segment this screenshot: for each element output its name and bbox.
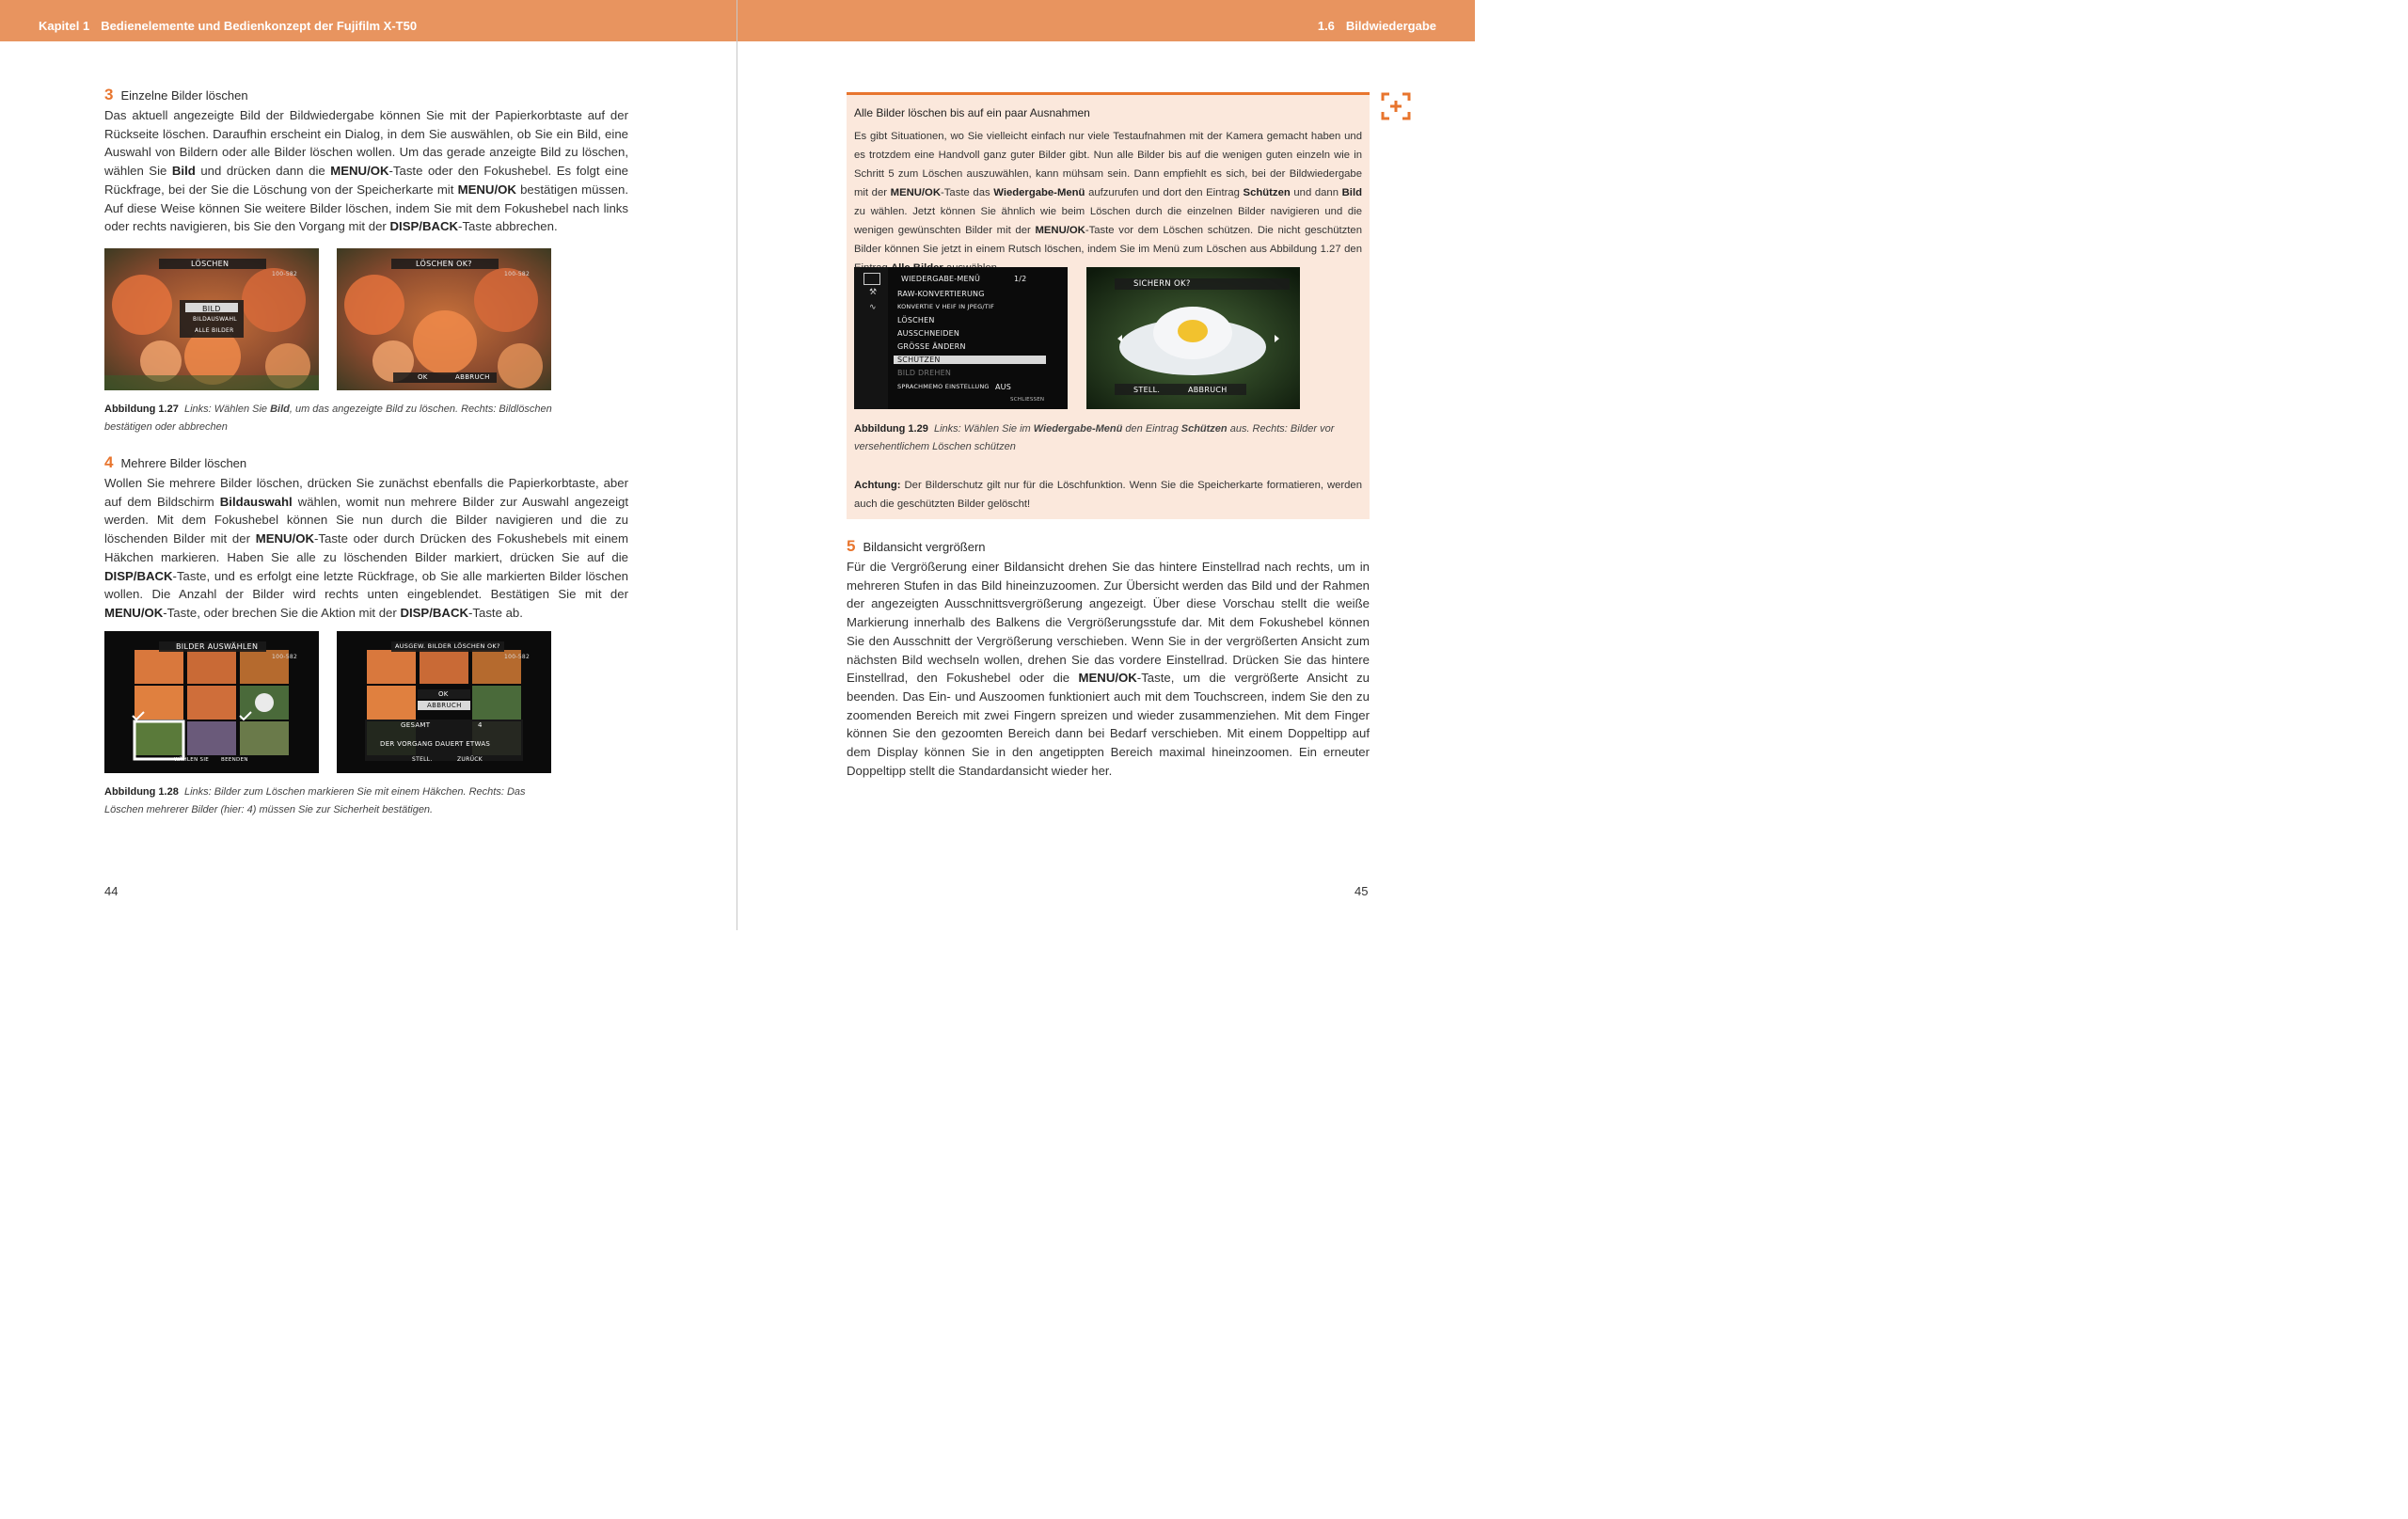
page-number: 44 — [104, 884, 119, 898]
step-number: 5 — [847, 537, 856, 555]
menu-title: WIEDERGABE-MENÜ — [901, 275, 980, 283]
wrench-icon: ⚒ — [869, 288, 878, 297]
book-spread — [0, 0, 1475, 930]
step-3-paragraph: Das aktuell angezeigte Bild der Bildwiedergabe können Sie mit der Papierkorbtaste auf der Rückseite löschen. Daraufhin erscheint ein Dialog, in dem Sie auswählen, ob Sie ein Bild, eine Auswahl von Bildern oder alle Bilder löschen wollen. Um das gerade anzeigte Bild zu löschen, wählen Sie Bild und drücken dann die MENU/OK-Taste oder den Fokushebel. Es folgt eine Rückfrage, bei der Sie die Löschung von der Speicherkarte mit MENU/OK bestätigen müssen. Auf diese Weise können Sie weitere Bilder löschen, indem Sie mit dem Fokushebel nach links oder rechts navigieren, bis Sie den Vorgang mit der DISP/BACK-Taste abbrechen. — [104, 108, 628, 234]
screen-counter: 100-582 — [272, 271, 298, 277]
ok-label: OK — [438, 690, 449, 698]
chapter-label: Kapitel 1 — [39, 19, 90, 33]
step-4-heading — [104, 453, 246, 472]
ok-label: OK — [418, 373, 428, 381]
step-number: 4 — [104, 453, 114, 471]
footer-back: ZURÜCK — [457, 756, 483, 763]
menu-option-alle-bilder: ALLE BILDER — [195, 327, 234, 334]
cancel-label: ABBRUCH — [455, 373, 490, 381]
warning-note: Achtung: Der Bilderschutz gilt nur für die Löschfunktion. Wenn Sie die Speicherkarte formatieren, werden auch die geschützten Bilder gelöscht! — [854, 480, 1362, 510]
figure-1-27-left-screenshot — [104, 248, 319, 390]
flowers-photo — [337, 248, 551, 390]
menu-option-bildauswahl: BILDAUSWAHL — [193, 316, 237, 323]
right-page — [737, 41, 1475, 930]
footer-set: STELL. — [412, 756, 433, 763]
figure-1-29-right-screenshot — [1086, 267, 1300, 409]
chapter-title: Bedienelemente und Bedienkonzept der Fujifilm X-T50 — [101, 19, 418, 33]
screen-counter: 100-582 — [272, 654, 298, 660]
progress-text: DER VORGANG DAUERT ETWAS — [380, 740, 491, 748]
menu-item-groesse-aendern: GRÖSSE ÄNDERN — [897, 342, 966, 351]
screen-title: AUSGEW. BILDER LÖSCHEN OK? — [395, 642, 500, 650]
screen-title: SICHERN OK? — [1133, 279, 1191, 289]
footer-select: WÄHLEN SIE — [174, 757, 210, 763]
step-title: Einzelne Bilder löschen — [120, 88, 248, 103]
info-box — [847, 92, 1370, 519]
figure-1-29-caption: Abbildung 1.29 Links: Wählen Sie im Wiedergabe-Menü den Eintrag Schützen aus. Rechts: Bilder vor versehentlichem Löschen schützen — [854, 423, 1335, 452]
screen-counter: 100-582 — [504, 654, 531, 660]
menu-item-sprachmemo: SPRACHMEMO EINSTELLUNG — [897, 383, 990, 390]
connection-icon: ∿ — [869, 303, 877, 312]
menu-item-bild-drehen: BILD DREHEN — [897, 369, 952, 377]
step-5-heading — [847, 537, 986, 556]
menu-item-loeschen: LÖSCHEN — [897, 316, 935, 324]
step-3-heading — [104, 86, 248, 104]
page-number: 45 — [1354, 884, 1369, 898]
cancel-label: ABBRUCH — [427, 702, 462, 709]
header-left — [39, 0, 417, 41]
left-page — [0, 41, 737, 930]
step-title: Mehrere Bilder löschen — [120, 456, 247, 470]
focus-frame-icon — [1381, 92, 1411, 120]
menu-item-konvertie-heif: KONVERTIE V HEIF IN JPEG/TIF — [897, 303, 995, 310]
menu-page: 1/2 — [1014, 275, 1027, 283]
screen-title: LÖSCHEN OK? — [416, 260, 472, 268]
screen-counter: 100-582 — [504, 271, 531, 277]
header-right — [1318, 0, 1436, 41]
menu-item-ausschneiden: AUSSCHNEIDEN — [897, 329, 960, 338]
total-value: 4 — [478, 721, 483, 729]
menu-footer-close: SCHLIESSEN — [1010, 397, 1045, 403]
figure-1-29-left-screenshot — [854, 267, 1068, 409]
set-label: STELL. — [1133, 386, 1161, 394]
figure-1-27-caption: Abbildung 1.27 Links: Wählen Sie Bild, um das angezeigte Bild zu löschen. Rechts: Bildlöschen bestätigen oder abbrechen — [104, 403, 552, 433]
step-title: Bildansicht vergrößern — [863, 540, 986, 554]
total-label: GESAMT — [401, 721, 431, 729]
menu-item-sprachmemo-value: AUS — [995, 383, 1012, 391]
cancel-label: ABBRUCH — [1188, 386, 1228, 394]
figure-1-28-left-screenshot — [104, 631, 319, 773]
info-box-paragraph: Es gibt Situationen, wo Sie vielleicht einfach nur viele Testaufnahmen mit der Kamera gemacht haben und es trotzdem eine Handvoll ganz guter Bilder gibt. Nun alle Bilder bis auf die wenigen guten einzeln wie in Schritt 5 zum Löschen auszuwählen, kann mühsam sein. Dann empfiehlt es sich, bei der Bildwiedergabe mit der MENU/OK-Taste das Wiedergabe-Menü aufzurufen und dort den Eintrag Schützen und dann Bild zu wählen. Jetzt können Sie ähnlich wie beim Löschen durch die einzelnen Bilder navigieren und die wenigen gewünschten Bilder mit der MENU/OK-Taste vor dem Löschen schützen. Die nicht geschützten Bilder können Sie jetzt in einem Rutsch löschen, indem Sie im Menü zum Löschen aus Abbildung 1.27 den — [854, 131, 1363, 255]
figure-1-28-caption: Abbildung 1.28 Links: Bilder zum Löschen markieren Sie mit einem Häkchen. Rechts: Das Löschen mehrerer Bilder (hier: 4) müssen Sie zur Sicherheit bestätigen. — [104, 786, 526, 815]
step-number: 3 — [104, 86, 114, 103]
section-number: 1.6 — [1317, 19, 1335, 33]
section-title: Bildwiedergabe — [1345, 19, 1436, 33]
info-box-title: Alle Bilder löschen bis auf ein paar Ausnahmen — [854, 106, 1090, 119]
figure-1-28-right-screenshot — [337, 631, 551, 773]
screen-title: BILDER AUSWÄHLEN — [176, 642, 259, 651]
playback-icon — [863, 273, 880, 285]
menu-option-bild: BILD — [202, 305, 221, 313]
menu-item-schuetzen: SCHÜTZEN — [894, 356, 1046, 364]
step-5-paragraph: Für die Vergrößerung einer Bildansicht drehen Sie das hintere Einstellrad nach rechts, um in mehreren Stufen in das Bild hineinzuzoomen. Zur Übersicht werden das Bild und der Rahmen der angezeigten Ausschnittsvergrößerung angezeigt. Über diese Vorschau stellt die weiße Markierung innerhalb des Balkens die Vergrößerungsstufe dar. Mit dem Fokushebel können Sie den Ausschnitt der Vergrößerung verschieben. Wenn Sie in der vergrößerten Ansicht zum nächsten Bild wechseln wollen, drehen Sie das vordere Einstellrad. Drücken Sie das hintere Einstellrad, den Fokushebel oder die MENU/OK-Taste, um die vergrößerte Ansicht zu beenden. Das Ein- und Auszoomen funktioniert auch mit dem Touchscreen, indem Sie den zu zoomenden Bereich mit zwei Fingern spreizen und wieder zusammenziehen. Mit dem Finger können Sie den gezoomten Bereich dann bei Bedarf verschieben. Mit einem Doppeltipp auf dem Display können Sie in den angetippten Bereich maximal hineinzoomen. Ein erneuter Doppeltipp stellt die Standardansicht wieder her. — [847, 560, 1370, 778]
thumbnail-grid — [104, 631, 319, 773]
step-4-paragraph: Wollen Sie mehrere Bilder löschen, drücken Sie zunächst ebenfalls die Papierkorbtaste, aber auf dem Bildschirm Bildauswahl wählen, womit nun mehrere Bilder zur Auswahl angezeigt werden. Mit dem Fokushebel können Sie nun durch die Bilder navigieren und die zu löschenden Bilder mit der MENU/OK-Taste oder durch Drücken des Fokushebels mit einem Häkchen markieren. Haben Sie alle zu löschenden Bilder markiert, drücken Sie auf die DISP/BACK-Taste, und es erfolgt eine letzte Rückfrage, ob Sie alle markierten Bilder löschen wollen. Die Anzahl der Bilder wird rechts unten eingeblendet. Bestätigen Sie mit der MENU/OK-Taste, oder brechen Sie die Aktion mit der DISP/BACK-Taste ab. — [104, 476, 629, 620]
figure-1-27-right-screenshot — [337, 248, 551, 390]
menu-item-raw-konvertierung: RAW-KONVERTIERUNG — [897, 290, 985, 298]
screen-title: LÖSCHEN — [191, 260, 230, 268]
footer-end: BEENDEN — [221, 757, 248, 763]
